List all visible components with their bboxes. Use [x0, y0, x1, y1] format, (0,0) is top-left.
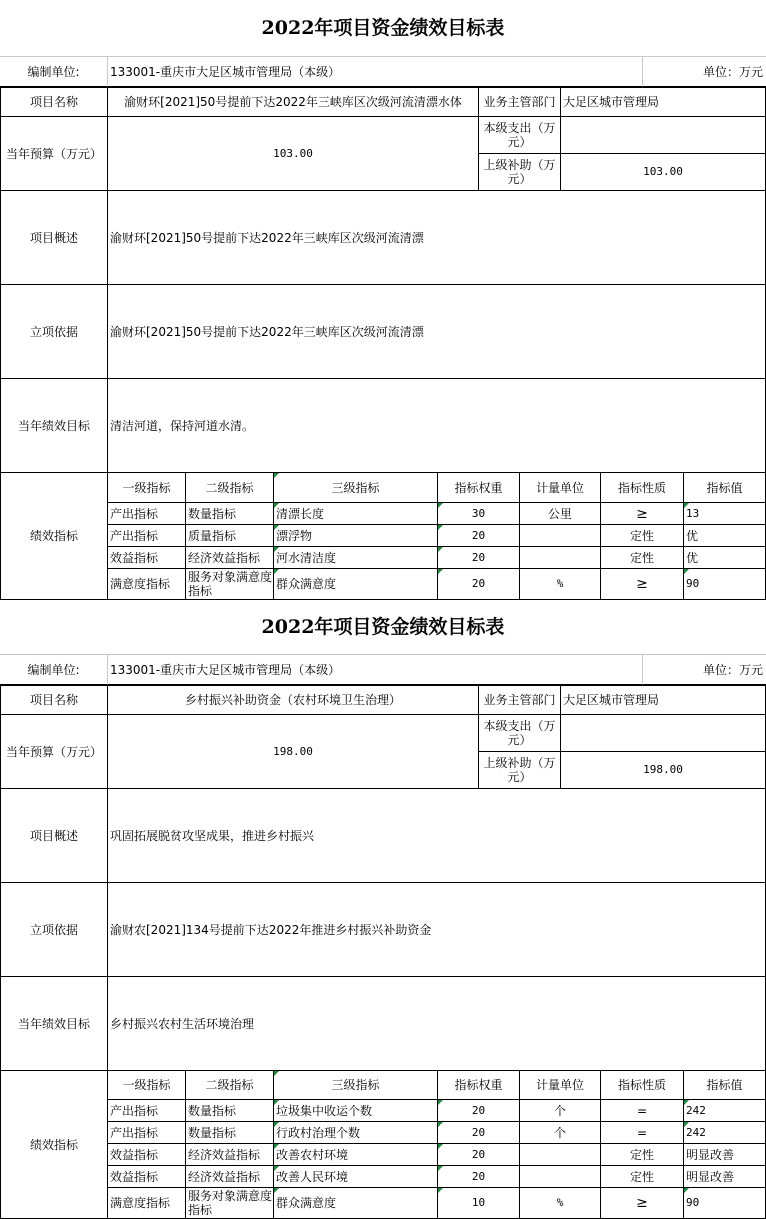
- project-name-value: 乡村振兴补助资金（农村环境卫生治理）: [108, 685, 479, 715]
- table-row-weight: 20: [438, 1144, 520, 1166]
- table-row-unit: [520, 525, 601, 547]
- header-unit: 计量单位: [520, 473, 601, 503]
- goal-value: 乡村振兴农村生活环境治理: [108, 977, 766, 1071]
- table-row-value: 明显改善: [684, 1166, 766, 1188]
- table-row-level1: 满意度指标: [108, 1188, 186, 1219]
- basis-label: 立项依据: [0, 285, 108, 379]
- table-row-level1: 效益指标: [108, 547, 186, 569]
- table-row-nature: 定性: [601, 1166, 684, 1188]
- table-row-level2: 质量指标: [186, 525, 274, 547]
- performance-table-2: [0, 600, 766, 1219]
- goal-label: 当年绩效目标: [0, 379, 108, 473]
- table-row-unit: [520, 1144, 601, 1166]
- table-row-level2: 经济效益指标: [186, 1166, 274, 1188]
- table-row-level2: 数量指标: [186, 503, 274, 525]
- table-row-value: 90: [684, 1188, 766, 1219]
- table-row-level2: 经济效益指标: [186, 1144, 274, 1166]
- overview-value: 渝财环[2021]50号提前下达2022年三峡库区次级河流清漂: [108, 191, 766, 285]
- budget-value: 198.00: [108, 715, 479, 789]
- project-name-label: 项目名称: [0, 685, 108, 715]
- table-row-level2: 数量指标: [186, 1100, 274, 1122]
- budget-label: 当年预算（万元）: [0, 715, 108, 789]
- header-level1: 一级指标: [108, 473, 186, 503]
- dept-value: 大足区城市管理局: [561, 685, 766, 715]
- table-row-value: 242: [684, 1122, 766, 1144]
- table-row-level1: 产出指标: [108, 1122, 186, 1144]
- indicator-label: 绩效指标: [0, 473, 108, 600]
- table-row-weight: 30: [438, 503, 520, 525]
- table-row-level3: 改善人民环境: [274, 1166, 438, 1188]
- header-value: 指标值: [684, 473, 766, 503]
- project-name-value: 渝财环[2021]50号提前下达2022年三峡库区次级河流清漂水体: [108, 87, 479, 117]
- table-row-level1: 效益指标: [108, 1144, 186, 1166]
- header-unit: 计量单位: [520, 1071, 601, 1100]
- table-row-nature: 定性: [601, 547, 684, 569]
- table-row-level2: 服务对象满意度指标: [188, 1189, 273, 1217]
- table-row-level2: 数量指标: [186, 1122, 274, 1144]
- header-level3: 三级指标: [274, 1071, 438, 1100]
- overview-label: 项目概述: [0, 789, 108, 883]
- dept-value: 大足区城市管理局: [561, 87, 766, 117]
- table-row-level3: 行政村治理个数: [274, 1122, 438, 1144]
- header-nature: 指标性质: [601, 473, 684, 503]
- org-value: 133001-重庆市大足区城市管理局（本级）: [108, 57, 643, 87]
- table-row-value: 优: [684, 525, 766, 547]
- table-row-level2: 经济效益指标: [186, 547, 274, 569]
- table-row-weight: 20: [438, 525, 520, 547]
- basis-value: 渝财环[2021]50号提前下达2022年三峡库区次级河流清漂: [108, 285, 766, 379]
- table-row-level1: 产出指标: [108, 525, 186, 547]
- header-nature: 指标性质: [601, 1071, 684, 1100]
- own-expense-label: 本级支出（万元）: [479, 117, 561, 154]
- table-row-level3: 垃圾集中收运个数: [274, 1100, 438, 1122]
- table-row-level1: 满意度指标: [108, 569, 186, 600]
- table-row-nature: ≥: [601, 569, 684, 600]
- table-row-value: 242: [684, 1100, 766, 1122]
- header-weight: 指标权重: [438, 1071, 520, 1100]
- indicator-label: 绩效指标: [0, 1071, 108, 1219]
- table-row-nature: 定性: [601, 1144, 684, 1166]
- header-level3: 三级指标: [274, 473, 438, 503]
- org-label: 编制单位:: [0, 655, 108, 685]
- table-row-value: 明显改善: [684, 1144, 766, 1166]
- unit-label: 单位：万元: [643, 57, 766, 87]
- table-row-nature: ≥: [601, 503, 684, 525]
- project-name-label: 项目名称: [0, 87, 108, 117]
- performance-table-1: [0, 0, 766, 600]
- table-row-unit: [520, 547, 601, 569]
- own-expense-value: [561, 117, 766, 154]
- own-expense-label: 本级支出（万元）: [479, 715, 561, 752]
- budget-label: 当年预算（万元）: [0, 117, 108, 191]
- own-expense-value: [561, 715, 766, 752]
- table-row-nature: ≥: [601, 1188, 684, 1219]
- table-row-level3: 群众满意度: [274, 1188, 438, 1219]
- table-row-level2: 服务对象满意度指标: [188, 570, 273, 598]
- table-row-unit: %: [520, 569, 601, 600]
- table-row-unit: 个: [520, 1122, 601, 1144]
- goal-label: 当年绩效目标: [0, 977, 108, 1071]
- upper-subsidy-label: 上级补助（万元）: [479, 154, 561, 191]
- table-title: 2022年项目资金绩效目标表: [0, 0, 766, 57]
- table-row-weight: 10: [438, 1188, 520, 1219]
- upper-subsidy-value: 103.00: [561, 154, 766, 191]
- table-row-weight: 20: [438, 1122, 520, 1144]
- table-row-value: 优: [684, 547, 766, 569]
- header-level2: 二级指标: [186, 473, 274, 503]
- table-row-nature: =: [601, 1100, 684, 1122]
- unit-label: 单位：万元: [643, 655, 766, 685]
- header-weight: 指标权重: [438, 473, 520, 503]
- budget-value: 103.00: [108, 117, 479, 191]
- upper-subsidy-label: 上级补助（万元）: [479, 752, 561, 789]
- org-label: 编制单位:: [0, 57, 108, 87]
- table-row-level3: 河水清洁度: [274, 547, 438, 569]
- header-level2: 二级指标: [186, 1071, 274, 1100]
- table-row-nature: =: [601, 1122, 684, 1144]
- table-row-unit: %: [520, 1188, 601, 1219]
- dept-label: 业务主管部门: [479, 685, 561, 715]
- table-row-unit: [520, 1166, 601, 1188]
- header-value: 指标值: [684, 1071, 766, 1100]
- upper-subsidy-value: 198.00: [561, 752, 766, 789]
- table-row-value: 13: [684, 503, 766, 525]
- table-row-level3: 清漂长度: [274, 503, 438, 525]
- basis-label: 立项依据: [0, 883, 108, 977]
- table-row-unit: 公里: [520, 503, 601, 525]
- table-row-level1: 效益指标: [108, 1166, 186, 1188]
- table-row-level3: 群众满意度: [274, 569, 438, 600]
- goal-value: 清洁河道，保持河道水清。: [108, 379, 766, 473]
- table-row-level3: 漂浮物: [274, 525, 438, 547]
- table-row-level3: 改善农村环境: [274, 1144, 438, 1166]
- basis-value: 渝财农[2021]134号提前下达2022年推进乡村振兴补助资金: [108, 883, 766, 977]
- header-level1: 一级指标: [108, 1071, 186, 1100]
- table-row-weight: 20: [438, 569, 520, 600]
- overview-value: 巩固拓展脱贫攻坚成果，推进乡村振兴: [108, 789, 766, 883]
- table-row-level1: 产出指标: [108, 503, 186, 525]
- table-row-nature: 定性: [601, 525, 684, 547]
- table-row-unit: 个: [520, 1100, 601, 1122]
- table-title: 2022年项目资金绩效目标表: [0, 600, 766, 655]
- table-row-weight: 20: [438, 1166, 520, 1188]
- table-row-value: 90: [684, 569, 766, 600]
- dept-label: 业务主管部门: [479, 87, 561, 117]
- table-row-level1: 产出指标: [108, 1100, 186, 1122]
- overview-label: 项目概述: [0, 191, 108, 285]
- table-row-weight: 20: [438, 1100, 520, 1122]
- org-value: 133001-重庆市大足区城市管理局（本级）: [108, 655, 643, 685]
- table-row-weight: 20: [438, 547, 520, 569]
